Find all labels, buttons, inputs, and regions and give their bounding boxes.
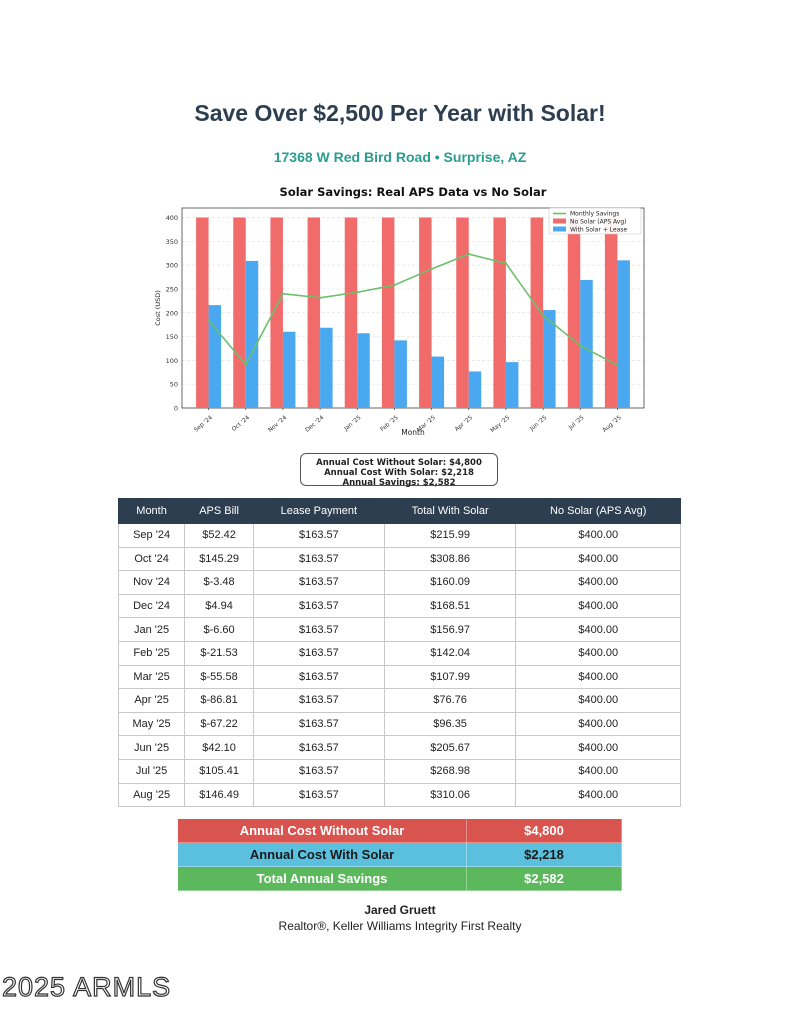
table-cell: Feb '25 (119, 641, 185, 665)
savings-point (282, 293, 284, 295)
table-cell: $145.29 (185, 547, 254, 571)
column-header: No Solar (APS Avg) (516, 499, 681, 524)
bar-no-solar (196, 218, 209, 408)
table-row (119, 547, 681, 571)
bar-with-solar (209, 305, 222, 408)
totals-row (178, 819, 622, 843)
column-header: APS Bill (185, 499, 254, 524)
x-tick-label: Jul '25 (568, 414, 586, 431)
savings-point (319, 297, 321, 299)
table-cell: $400.00 (516, 736, 681, 760)
table-cell: Sep '24 (119, 524, 185, 548)
table-cell: Nov '24 (119, 571, 185, 595)
y-axis-label: Cost (USD) (154, 290, 162, 326)
table-cell: $163.57 (253, 689, 384, 713)
x-tick-label: May '25 (489, 414, 512, 435)
savings-point (505, 262, 507, 264)
table-cell: $163.57 (253, 618, 384, 642)
table-cell: Mar '25 (119, 665, 185, 689)
table-cell: $-86.81 (185, 689, 254, 713)
summary-line-without-solar: Annual Cost Without Solar: $4,800 (316, 458, 482, 468)
bar-with-solar (469, 371, 482, 408)
armls-watermark: 2025 ARMLS (2, 972, 172, 1002)
table-cell: $163.57 (253, 712, 384, 736)
bar-no-solar (382, 218, 395, 408)
table-cell: $163.57 (253, 783, 384, 807)
y-tick-label: 100 (165, 356, 178, 365)
savings-point (616, 364, 618, 366)
table-row (119, 689, 681, 713)
table-cell: $142.04 (384, 641, 516, 665)
table-cell: $400.00 (516, 712, 681, 736)
table-row (119, 618, 681, 642)
x-tick-label: Dec '24 (304, 414, 326, 434)
legend-swatch-with-solar (553, 227, 566, 232)
table-cell: $107.99 (384, 665, 516, 689)
summary-line-with-solar: Annual Cost With Solar: $2,218 (324, 468, 474, 478)
table-cell: $163.57 (253, 571, 384, 595)
legend-label-savings: Monthly Savings (570, 210, 620, 218)
totals-value: $2,218 (467, 843, 622, 867)
table-cell: $146.49 (185, 783, 254, 807)
y-tick-label: 300 (165, 261, 178, 270)
property-address: 17368 W Red Bird Road • Surprise, AZ (273, 149, 527, 165)
table-cell: $400.00 (516, 665, 681, 689)
column-header: Total With Solar (384, 499, 516, 524)
table-row (119, 783, 681, 807)
table-cell: $163.57 (253, 665, 384, 689)
table-cell: Jul '25 (119, 759, 185, 783)
table-cell: Aug '25 (119, 783, 185, 807)
y-tick-label: 50 (169, 380, 178, 389)
bar-with-solar (320, 328, 333, 408)
monthly-cost-table (118, 498, 681, 807)
table-cell: $-67.22 (185, 712, 254, 736)
savings-point (579, 344, 581, 346)
savings-point (542, 314, 544, 316)
chart-title: Solar Savings: Real APS Data vs No Solar (279, 185, 547, 199)
y-tick-label: 150 (165, 333, 178, 342)
table-cell: $400.00 (516, 547, 681, 571)
table-cell: $105.41 (185, 759, 254, 783)
savings-chart (150, 180, 660, 440)
table-cell: $400.00 (516, 594, 681, 618)
table-cell: $163.57 (253, 641, 384, 665)
savings-line (209, 254, 618, 365)
table-row (119, 641, 681, 665)
table-cell: $-55.58 (185, 665, 254, 689)
bar-with-solar (580, 280, 593, 408)
totals-label: Total Annual Savings (178, 867, 467, 891)
table-row (119, 594, 681, 618)
bar-with-solar (394, 340, 407, 408)
table-row (119, 571, 681, 595)
x-tick-label: Jan '25 (343, 414, 363, 433)
x-tick-label: Jun '25 (529, 414, 549, 433)
table-cell: $205.67 (384, 736, 516, 760)
table-row (119, 665, 681, 689)
savings-point (245, 363, 247, 365)
annual-summary-box (300, 453, 498, 486)
savings-point (468, 253, 470, 255)
totals-value: $2,582 (467, 867, 622, 891)
x-axis-label: Month (401, 428, 425, 437)
bar-with-solar (432, 357, 445, 408)
summary-line-savings: Annual Savings: $2,582 (342, 478, 456, 488)
savings-point (430, 268, 432, 270)
savings-point (356, 291, 358, 293)
x-tick-label: Oct '24 (231, 414, 252, 433)
totals-row (178, 867, 622, 891)
bar-with-solar (357, 333, 370, 408)
y-tick-label: 0 (173, 404, 178, 413)
table-cell: $163.57 (253, 736, 384, 760)
table-cell: $-3.48 (185, 571, 254, 595)
table-row (119, 759, 681, 783)
table-cell: $308.86 (384, 547, 516, 571)
bar-with-solar (283, 332, 296, 408)
table-cell: $268.98 (384, 759, 516, 783)
table-cell: Oct '24 (119, 547, 185, 571)
table-row (119, 712, 681, 736)
bar-no-solar (456, 218, 469, 408)
table-cell: $400.00 (516, 618, 681, 642)
y-tick-label: 200 (165, 309, 178, 318)
x-tick-label: Feb '25 (379, 414, 400, 434)
table-cell: $156.97 (384, 618, 516, 642)
x-tick-label: Mar '25 (416, 414, 437, 434)
bar-with-solar (246, 261, 259, 408)
totals-row (178, 843, 622, 867)
table-cell: $215.99 (384, 524, 516, 548)
savings-point (207, 319, 209, 321)
chart-svg (150, 180, 660, 440)
table-cell: Dec '24 (119, 594, 185, 618)
table-cell: Jun '25 (119, 736, 185, 760)
table-cell: Apr '25 (119, 689, 185, 713)
table-header-row (119, 499, 681, 524)
table-cell: May '25 (119, 712, 185, 736)
table-cell: $4.94 (185, 594, 254, 618)
bar-no-solar (233, 218, 246, 408)
agent-name: Jared Gruett (364, 903, 436, 917)
totals-label: Annual Cost With Solar (178, 843, 467, 867)
table-cell: $52.42 (185, 524, 254, 548)
x-tick-label: Nov '24 (267, 414, 289, 434)
table-cell: $168.51 (384, 594, 516, 618)
table-row (119, 736, 681, 760)
table-cell: $400.00 (516, 689, 681, 713)
table-cell: $400.00 (516, 759, 681, 783)
legend-label-with-solar: With Solar + Lease (570, 226, 628, 234)
y-tick-label: 250 (165, 285, 178, 294)
column-header: Lease Payment (253, 499, 384, 524)
table-cell: $160.09 (384, 571, 516, 595)
bar-with-solar (617, 260, 630, 408)
x-tick-label: Aug '25 (601, 414, 623, 434)
bar-no-solar (419, 218, 432, 408)
totals-value: $4,800 (467, 819, 622, 843)
table-cell: $-6.60 (185, 618, 254, 642)
table-row (119, 524, 681, 548)
bar-no-solar (345, 218, 358, 408)
bar-no-solar (605, 218, 618, 408)
totals-label: Annual Cost Without Solar (178, 819, 467, 843)
bar-no-solar (493, 218, 506, 408)
bar-no-solar (568, 218, 581, 408)
table-cell: $163.57 (253, 524, 384, 548)
table-cell: $42.10 (185, 736, 254, 760)
table-cell: $400.00 (516, 524, 681, 548)
savings-point (393, 284, 395, 286)
annual-totals-table (177, 818, 622, 891)
table-cell: $163.57 (253, 547, 384, 571)
x-tick-label: Sep '24 (193, 414, 214, 434)
column-header: Month (119, 499, 185, 524)
table-cell: $96.35 (384, 712, 516, 736)
legend-swatch-no-solar (553, 219, 566, 224)
page-title: Save Over $2,500 Per Year with Solar! (194, 100, 606, 126)
agent-role: Realtor®, Keller Williams Integrity First Realty (278, 919, 522, 933)
table-cell: $76.76 (384, 689, 516, 713)
table-cell: Jan '25 (119, 618, 185, 642)
bar-with-solar (506, 362, 518, 408)
table-cell: $400.00 (516, 571, 681, 595)
y-tick-label: 400 (165, 214, 178, 223)
y-tick-label: 350 (165, 237, 178, 246)
table-cell: $-21.53 (185, 641, 254, 665)
x-tick-label: Apr '25 (454, 414, 475, 433)
table-cell: $400.00 (516, 783, 681, 807)
table-cell: $310.06 (384, 783, 516, 807)
table-cell: $163.57 (253, 759, 384, 783)
bar-no-solar (308, 218, 321, 408)
legend-label-no-solar: No Solar (APS Avg) (570, 218, 627, 226)
table-cell: $400.00 (516, 641, 681, 665)
table-cell: $163.57 (253, 594, 384, 618)
